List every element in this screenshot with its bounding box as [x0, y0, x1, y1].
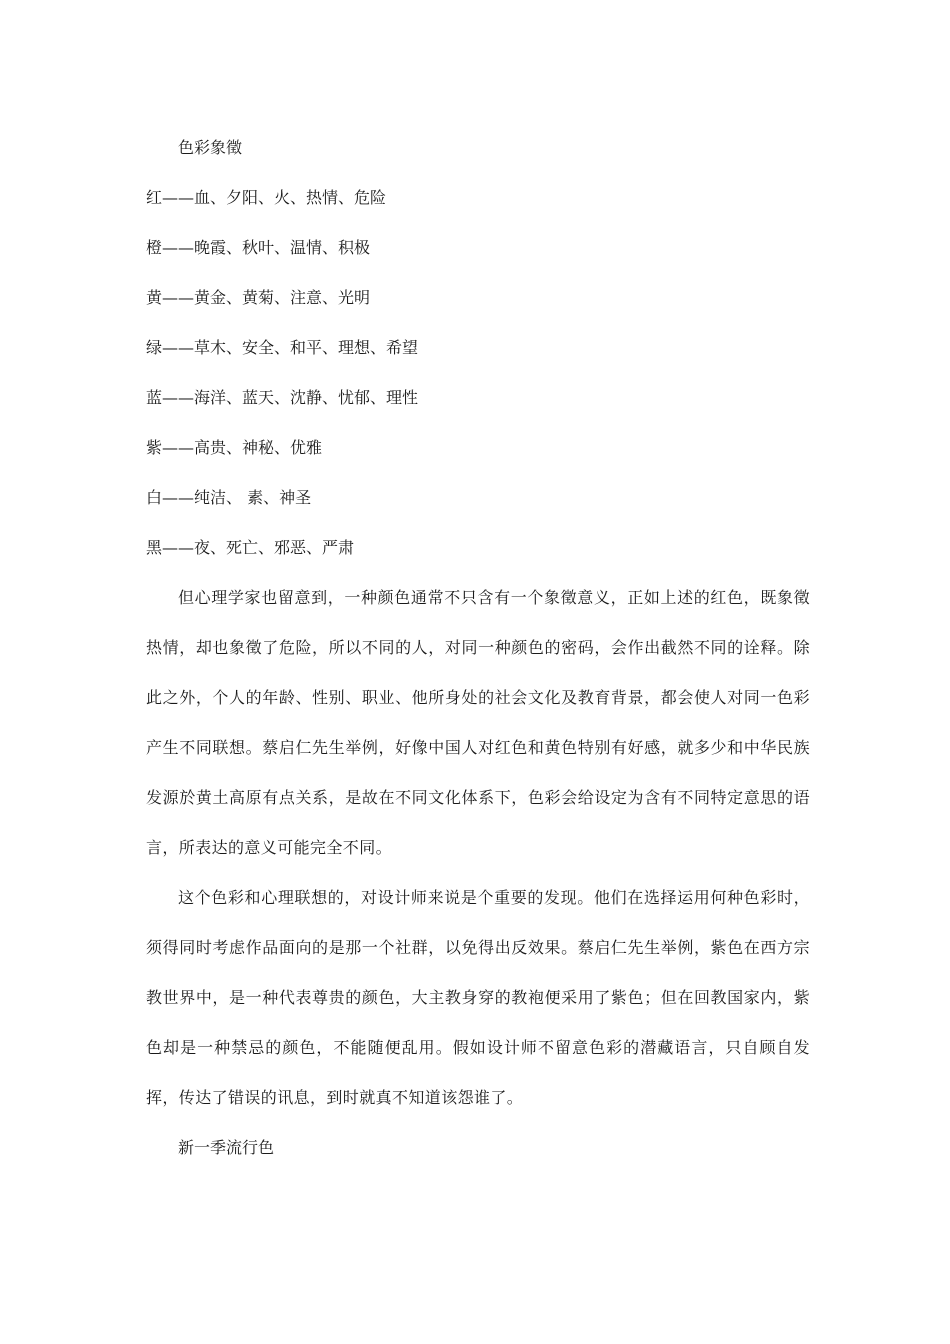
paragraph-psychology: 但心理学家也留意到，一种颜色通常不只含有一个象徵意义，正如上述的红色，既象徵热情，却也象徵了危险，所以不同的人，对同一种颜色的密码，会作出截然不同的诠释。除此之外，个人的年龄、性别、职业、他所身处的社会文化及教育背景，都会使人对同一色彩产生不同联想。蔡启仁先生举例，好像中国人对红色和黄色特别有好感，就多少和中华民族发源於黄土高原有点关系，是故在不同文化体系下，色彩会给设定为含有不同特定意思的语言，所表达的意义可能完全不同。 [146, 588, 810, 857]
color-meaning-yellow: 黄——黄金、黄菊、注意、光明 [146, 288, 371, 307]
section-heading-color-symbolism: 色彩象徵 [178, 138, 243, 157]
section-heading-trend-colors: 新一季流行色 [178, 1138, 275, 1157]
color-meaning-white: 白——纯洁、 素、神圣 [146, 488, 312, 507]
color-meaning-orange: 橙——晚霞、秋叶、温情、积极 [146, 238, 371, 257]
color-meaning-purple: 紫——高贵、神秘、优雅 [146, 438, 323, 457]
document-body [146, 123, 810, 1173]
paragraph-designer: 这个色彩和心理联想的，对设计师来说是个重要的发现。他们在选择运用何种色彩时，须得同时考虑作品面向的是那一个社群，以免得出反效果。蔡启仁先生举例，紫色在西方宗教世界中，是一种代表尊贵的颜色，大主教身穿的教袍便采用了紫色；但在回教国家内，紫色却是一种禁忌的颜色，不能随便乱用。假如设计师不留意色彩的潜藏语言，只自顾自发挥，传达了错误的讯息，到时就真不知道该怨谁了。 [146, 888, 810, 1107]
color-meaning-green: 绿——草木、安全、和平、理想、希望 [146, 338, 419, 357]
color-meaning-blue: 蓝——海洋、蓝天、沈静、忧郁、理性 [146, 388, 419, 407]
color-meaning-list [146, 173, 810, 573]
color-meaning-black: 黑——夜、死亡、邪恶、严肃 [146, 538, 355, 557]
color-meaning-red: 红——血、夕阳、火、热情、危险 [146, 188, 387, 207]
